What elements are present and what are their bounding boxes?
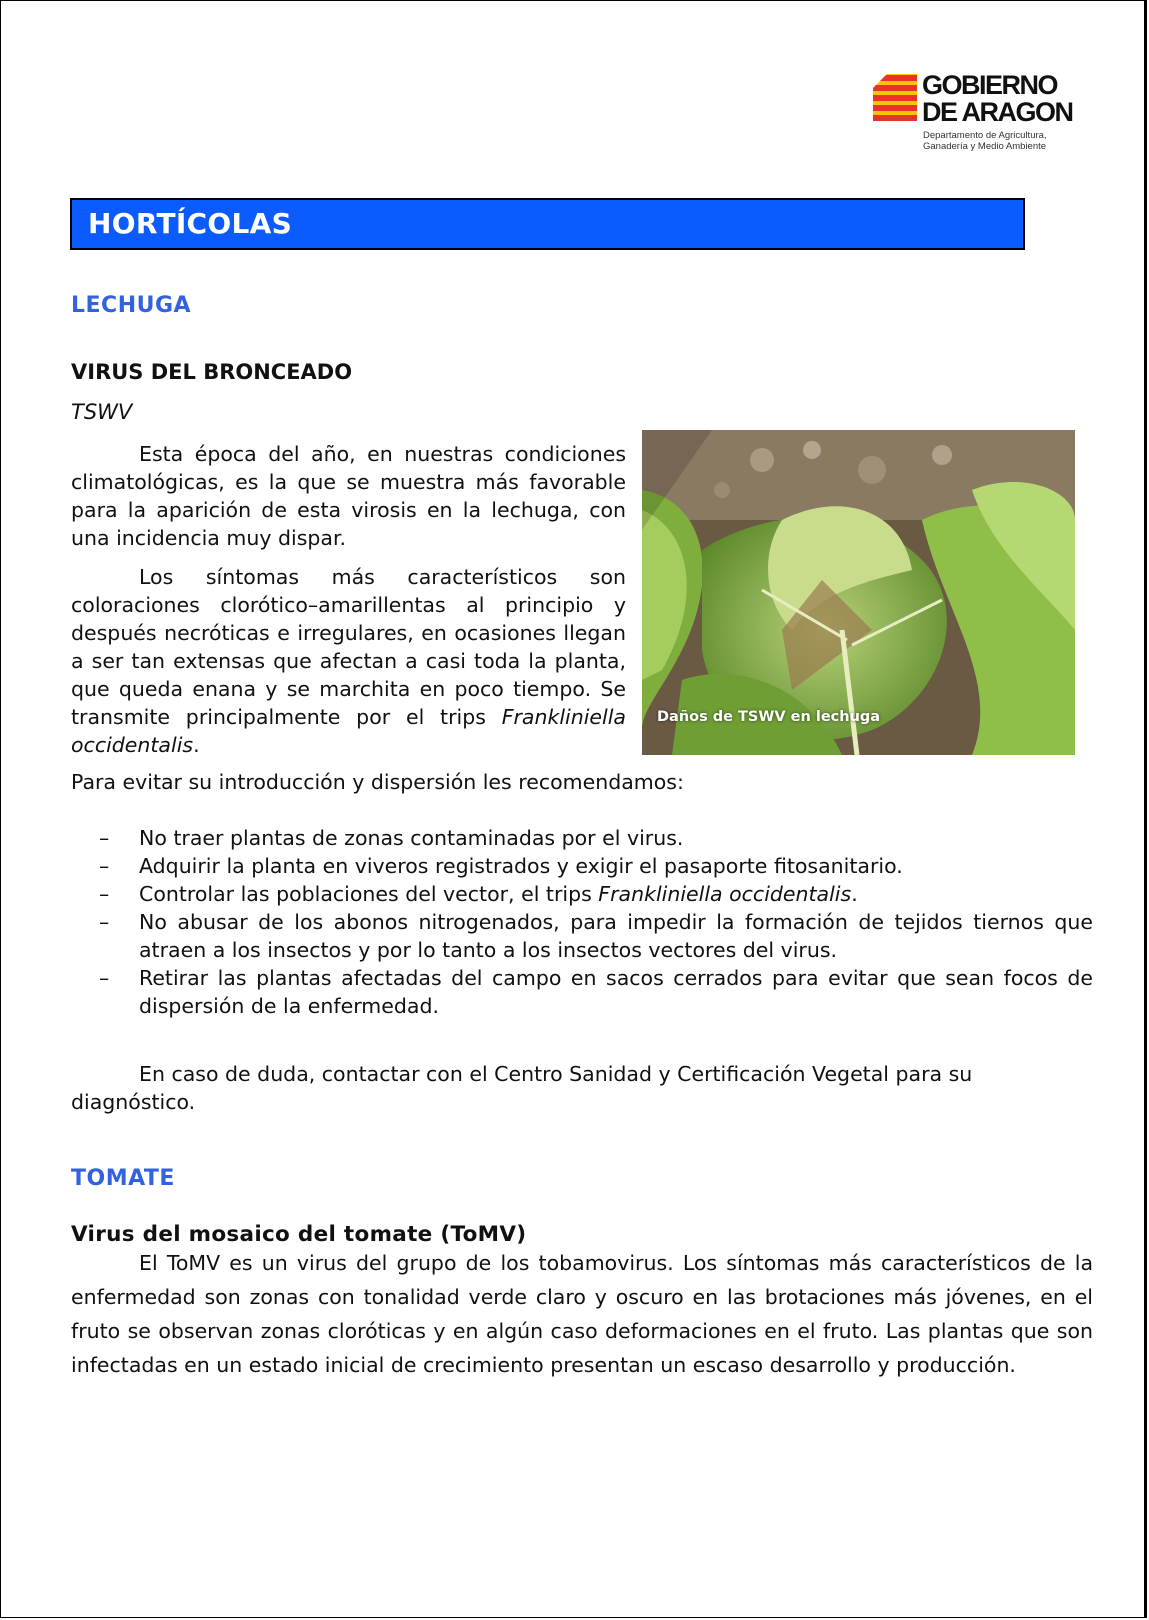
list-item — [71, 852, 1093, 880]
symptoms-end: . — [193, 733, 200, 757]
paragraph-tomv: El ToMV es un virus del grupo de los tobamovirus. Los síntomas más característicos de la enfermedad son zonas con tonalidad verde claro y oscuro en las brotaciones más jóvenes, en el fruto se observan zonas cloróticas y en algún caso deformaciones en el fruto. Las plantas que son infectadas en un estado inicial de crecimiento presentan un escaso desarrollo y producción. — [71, 1251, 1093, 1377]
bullet-dash: – — [99, 826, 110, 850]
lettuce-damage-photo — [642, 430, 1075, 755]
aragon-flag-icon — [873, 74, 917, 121]
symptoms-text: Los síntomas más característicos son coloraciones clorótico–amarillentas al principio y después necróticas e irregulares, en ocasiones llegan a ser tan extensas que afectan a casi toda la planta, que queda enana y se marchita en poco tiempo. Se transmite principalmente por el trips — [71, 565, 626, 729]
recommendation-text: No traer plantas de zonas contaminadas por el virus. — [139, 826, 684, 850]
list-item — [71, 964, 1093, 1020]
recommendation-text: No abusar de los abonos nitrogenados, para impedir la formación de tejidos tiernos que atraen a los insectos y por lo tanto a los insectos vectores del virus. — [139, 910, 1093, 962]
recommendation-text: Adquirir la planta en viveros registrados y exigir el pasaporte fitosanitario. — [139, 854, 903, 878]
bullet-dash: – — [99, 882, 110, 906]
bullet-dash: – — [99, 854, 110, 878]
recommendation-text: Controlar las poblaciones del vector, el trips — [139, 882, 599, 906]
contact-paragraph: En caso de duda, contactar con el Centro Sanidad y Certificación Vegetal para su diagnóstico. — [71, 1062, 973, 1114]
logo-title-line1: GOBIERNO — [922, 70, 1058, 100]
list-item — [71, 880, 1093, 908]
logo-subtitle — [923, 130, 1093, 152]
list-item — [71, 824, 1093, 852]
logo-subtitle-line1: Departamento de Agricultura, — [923, 130, 1047, 141]
section-title-tomate: TOMATE — [71, 1166, 175, 1191]
paragraph-symptoms — [71, 563, 626, 759]
section-title-lechuga: LECHUGA — [71, 293, 192, 318]
list-item — [71, 908, 1093, 964]
species-name: Frankliniella occidentalis — [598, 882, 852, 906]
bullet-dash: – — [99, 910, 110, 934]
recommendation-end: . — [851, 882, 858, 906]
logo-title — [922, 72, 1092, 126]
photo-caption: Daños de TSWV en lechuga — [657, 709, 881, 725]
recommendations-list — [71, 824, 1093, 1020]
logo-subtitle-line2: Ganadería y Medio Ambiente — [923, 141, 1047, 152]
gobierno-aragon-logo — [872, 70, 1088, 156]
page-title-banner: HORTÍCOLAS — [70, 198, 1025, 250]
recommendations-intro: Para evitar su introducción y dispersión les recomendamos: — [71, 770, 684, 794]
logo-title-line2: DE ARAGON — [922, 97, 1073, 127]
species-name: Frankliniella occidentalis — [71, 705, 626, 757]
lettuce-photo-image — [642, 430, 1075, 755]
recommendation-text: Retirar las plantas afectadas del campo en sacos cerrados para evitar que sean focos de dispersión de la enfermedad. — [139, 966, 1093, 1018]
paragraph-incidence: Esta época del año, en nuestras condiciones climatológicas, es la que se muestra más favorable para la aparición de esta virosis en la lechuga, con una incidencia muy dispar. — [71, 442, 626, 550]
bullet-dash: – — [99, 966, 110, 990]
acronym-tswv: TSWV — [71, 400, 133, 424]
heading-tomv: Virus del mosaico del tomate (ToMV) — [71, 1222, 527, 1247]
heading-virus-bronceado: VIRUS DEL BRONCEADO — [71, 360, 353, 384]
